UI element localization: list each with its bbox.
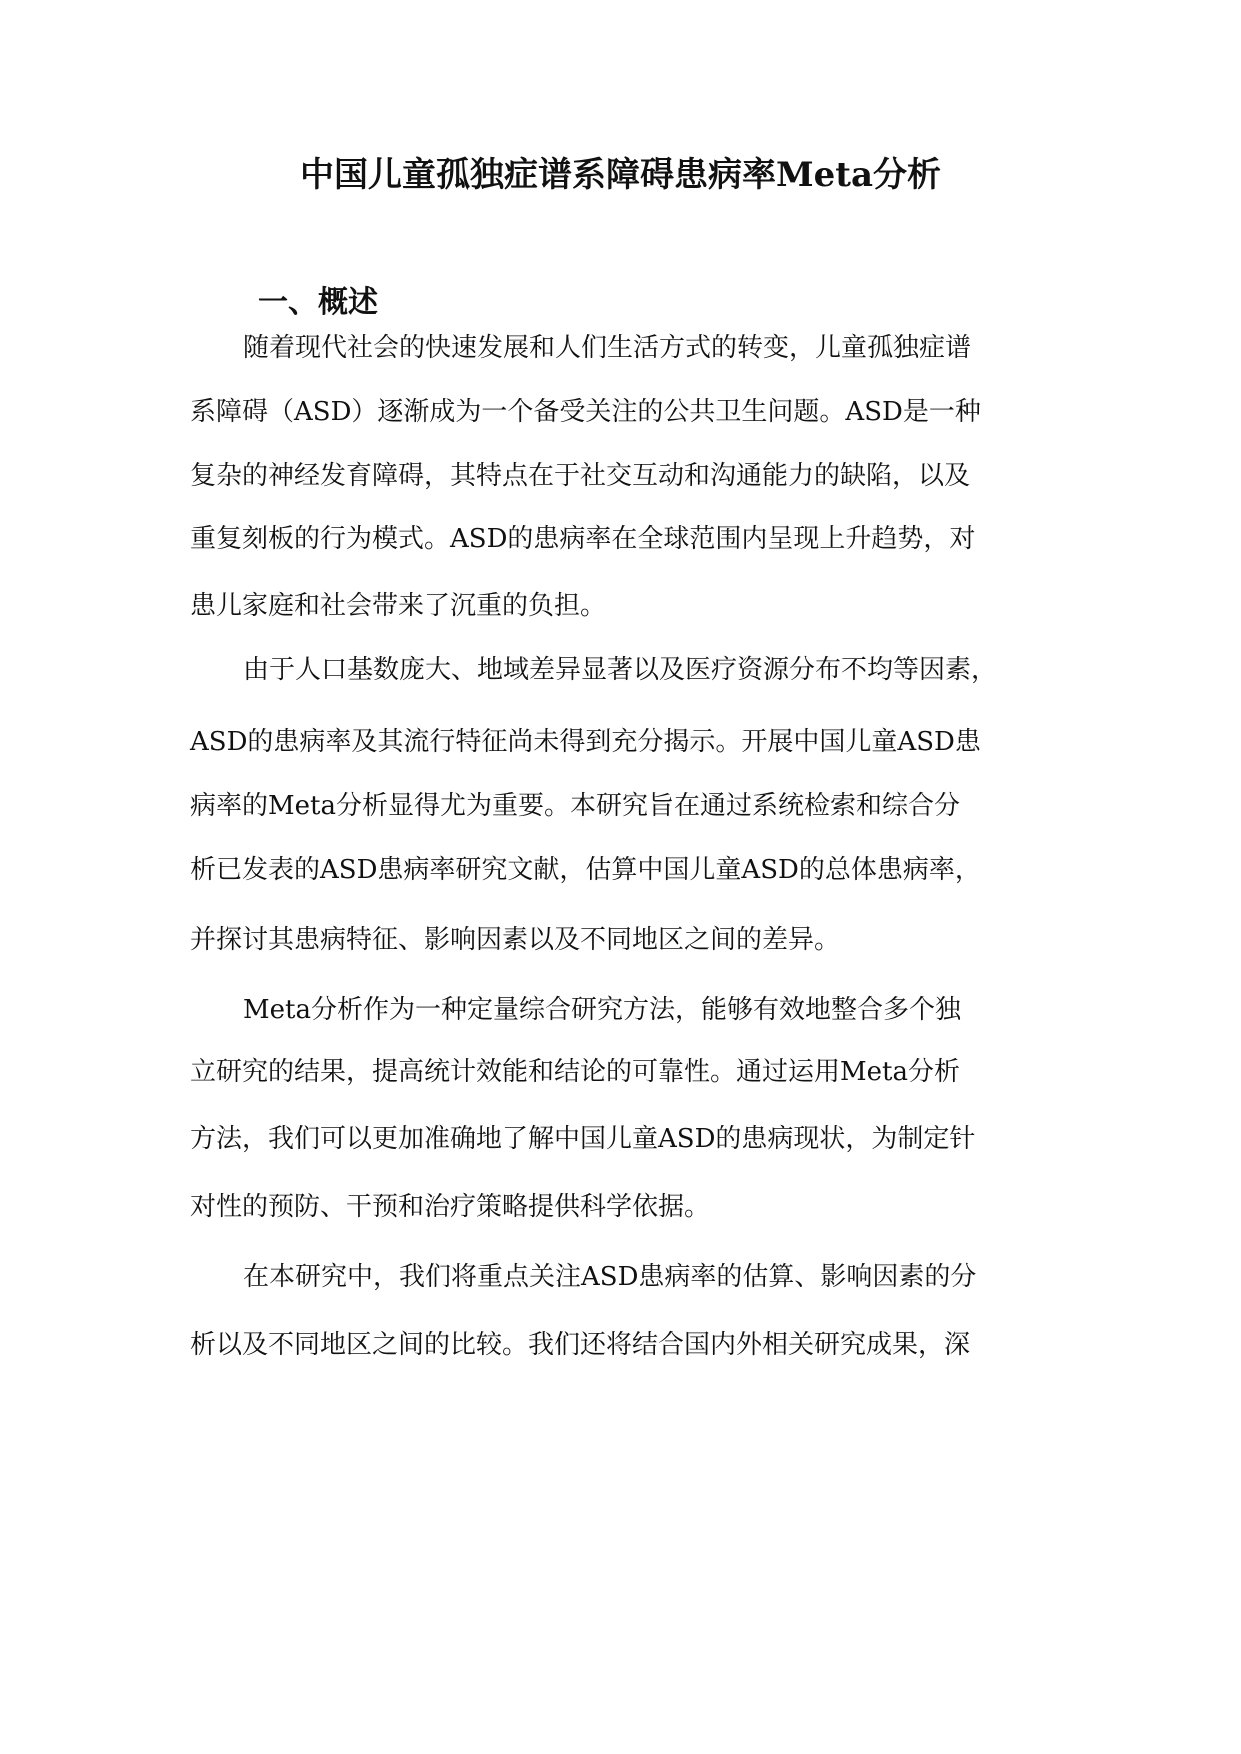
paragraph-line: 病率的Meta分析显得尤为重要。本研究旨在通过系统检索和综合分 (190, 791, 960, 821)
paragraph-line: 患儿家庭和社会带来了沉重的负担。 (190, 591, 607, 621)
paragraph-line: 析已发表的ASD患病率研究文献，估算中国儿童ASD的总体患病率， (190, 855, 981, 885)
paragraph-line: 方法，我们可以更加准确地了解中国儿童ASD的患病现状，为制定针 (190, 1124, 976, 1154)
paragraph-line: 随着现代社会的快速发展和人们生活方式的转变，儿童孤独症谱 (243, 333, 972, 363)
paragraph-line: 析以及不同地区之间的比较。我们还将结合国内外相关研究成果，深 (190, 1330, 971, 1360)
document-title: 中国儿童孤独症谱系障碍患病率Meta分析 (299, 155, 941, 195)
section-heading: 一、概述 (258, 285, 378, 320)
paragraph-line: 在本研究中，我们将重点关注ASD患病率的估算、影响因素的分 (243, 1262, 977, 1292)
paragraph-line: 复杂的神经发育障碍，其特点在于社交互动和沟通能力的缺陷，以及 (190, 461, 971, 491)
paragraph-line: ASD的患病率及其流行特征尚未得到充分揭示。开展中国儿童ASD患 (190, 727, 981, 757)
paragraph-line: 立研究的结果，提高统计效能和结论的可靠性。通过运用Meta分析 (190, 1057, 960, 1087)
paragraph-line: 并探讨其患病特征、影响因素以及不同地区之间的差异。 (190, 925, 841, 955)
paragraph-line: 对性的预防、干预和治疗策略提供科学依据。 (190, 1192, 711, 1222)
paragraph-line: Meta分析作为一种定量综合研究方法，能够有效地整合多个独 (243, 995, 961, 1025)
paragraph-line: 重复刻板的行为模式。ASD的患病率在全球范围内呈现上升趋势，对 (190, 524, 976, 554)
paragraph-line: 系障碍（ASD）逐渐成为一个备受关注的公共卫生问题。ASD是一种 (190, 397, 981, 427)
paragraph-line: 由于人口基数庞大、地域差异显著以及医疗资源分布不均等因素， (243, 655, 998, 685)
